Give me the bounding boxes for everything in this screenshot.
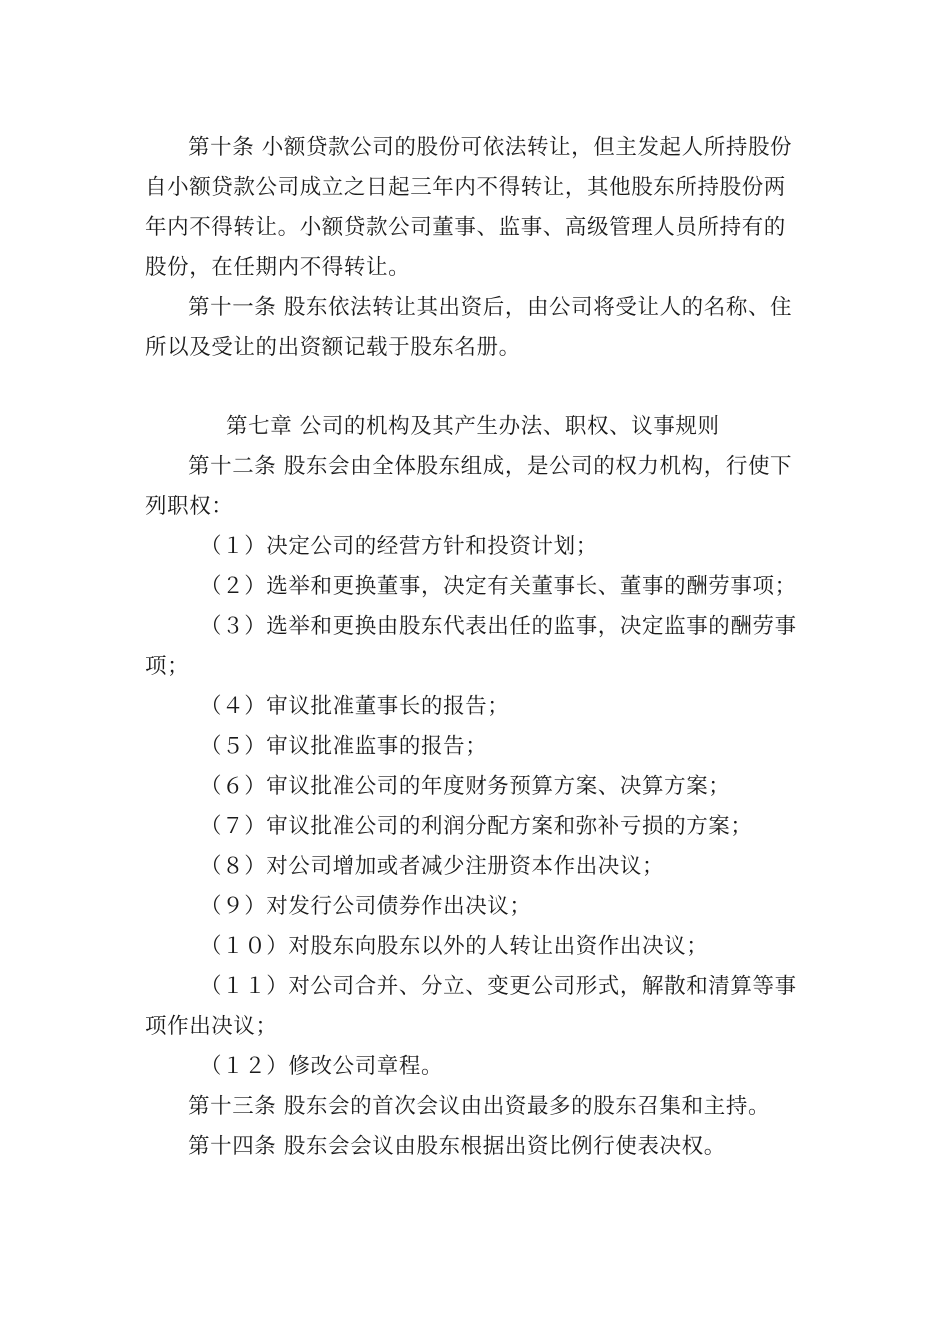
list-item-continuation: 项； bbox=[145, 654, 190, 679]
list-item-continuation: 项作出决议； bbox=[145, 1014, 278, 1039]
list-item: （４）审议批准董事长的报告； bbox=[200, 694, 510, 719]
article-10-line-1 bbox=[188, 134, 792, 162]
list-item: （１１）对公司合并、分立、变更公司形式，解散和清算等事 bbox=[200, 974, 797, 999]
article-13-label: 第十三条 bbox=[188, 1094, 277, 1119]
list-item: （３）选举和更换由股东代表出任的监事，决定监事的酬劳事 bbox=[200, 614, 797, 639]
article-13-text: 股东会的首次会议由出资最多的股东召集和主持。 bbox=[283, 1094, 771, 1119]
article-10-line-2: 自小额贷款公司成立之日起三年内不得转让，其他股东所持股份两 bbox=[145, 175, 786, 200]
article-10-line-3: 年内不得转让。小额贷款公司董事、监事、高级管理人员所持有的 bbox=[145, 215, 786, 240]
article-12-text: 股东会由全体股东组成，是公司的权力机构，行使下 bbox=[283, 454, 793, 479]
list-item: （１）决定公司的经营方针和投资计划； bbox=[200, 534, 598, 559]
article-12-label: 第十二条 bbox=[188, 454, 277, 479]
article-11-label: 第十一条 bbox=[188, 295, 277, 320]
article-14-label: 第十四条 bbox=[188, 1134, 277, 1159]
article-12-line-1 bbox=[188, 453, 792, 481]
article-11-text: 股东依法转让其出资后，由公司将受让人的名称、住 bbox=[283, 295, 793, 320]
list-item: （６）审议批准公司的年度财务预算方案、决算方案； bbox=[200, 774, 731, 799]
list-item: （５）审议批准监事的报告； bbox=[200, 734, 488, 759]
list-item: （７）审议批准公司的利润分配方案和弥补亏损的方案； bbox=[200, 814, 753, 839]
article-10-label: 第十条 bbox=[188, 135, 255, 160]
chapter-7-heading: 第七章 公司的机构及其产生办法、职权、议事规则 bbox=[226, 414, 720, 439]
article-12-line-2: 列职权： bbox=[145, 494, 234, 519]
list-item: （２）选举和更换董事，决定有关董事长、董事的酬劳事项； bbox=[200, 574, 797, 599]
article-14-line bbox=[188, 1133, 726, 1161]
article-11-line-2: 所以及受让的出资额记载于股东名册。 bbox=[145, 335, 521, 360]
list-item: （９）对发行公司债券作出决议； bbox=[200, 894, 532, 919]
list-item: （８）对公司增加或者减少注册资本作出决议； bbox=[200, 854, 665, 879]
article-10-text: 小额贷款公司的股份可依法转让，但主发起人所持股份 bbox=[261, 135, 793, 160]
list-item: （１０）对股东向股东以外的人转让出资作出决议； bbox=[200, 934, 709, 959]
article-11-line-1 bbox=[188, 294, 792, 322]
list-item: （１２）修改公司章程。 bbox=[200, 1054, 444, 1079]
article-13-line bbox=[188, 1093, 770, 1121]
article-14-text: 股东会会议由股东根据出资比例行使表决权。 bbox=[283, 1134, 726, 1159]
article-10-line-4: 股份，在任期内不得转让。 bbox=[145, 255, 411, 280]
